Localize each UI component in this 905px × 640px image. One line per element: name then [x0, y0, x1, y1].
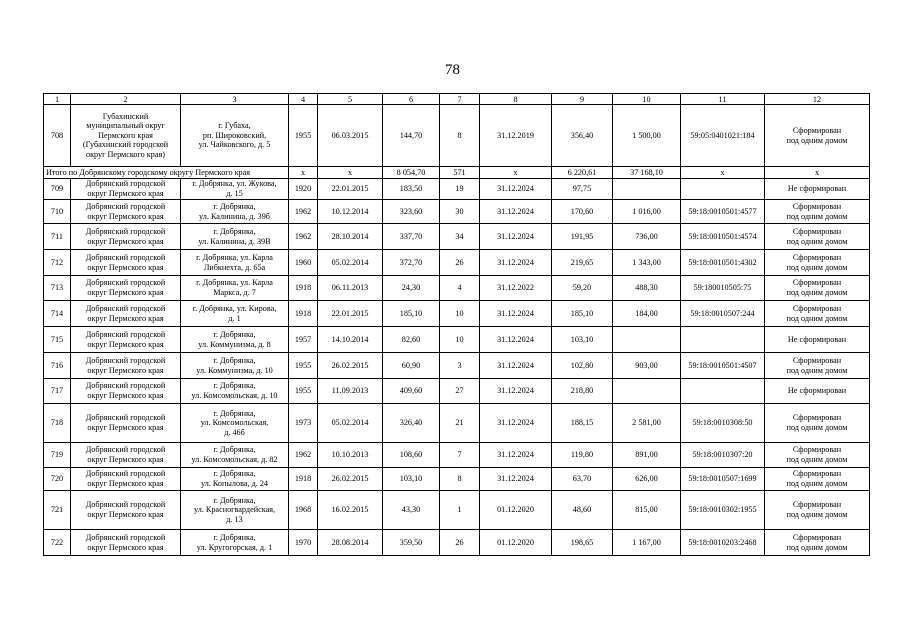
- table-cell: 170,60: [552, 200, 613, 224]
- table-cell: Добрянский городской округ Пермского края: [71, 250, 181, 276]
- table-cell: 119,80: [552, 443, 613, 468]
- column-number: 7: [440, 94, 480, 105]
- table-row: [44, 200, 870, 224]
- table-cell: 59:18:0010501:4577: [681, 200, 765, 224]
- table-cell: 1962: [289, 200, 318, 224]
- table-cell: г. Добрянка, ул. Кругогорская, д. 1: [181, 530, 289, 556]
- table-cell: 1 167,00: [613, 530, 681, 556]
- table-cell: х: [289, 167, 318, 179]
- table-cell: 1970: [289, 530, 318, 556]
- table-cell: 185,10: [552, 301, 613, 327]
- table-cell: Добрянский городской округ Пермского края: [71, 404, 181, 443]
- table-cell: 815,00: [613, 491, 681, 530]
- table-cell: 903,00: [613, 353, 681, 379]
- table-cell: 60,90: [383, 353, 440, 379]
- table-cell: 31.12.2019: [480, 105, 552, 167]
- table-cell: 01.12.2020: [480, 491, 552, 530]
- column-number: 9: [552, 94, 613, 105]
- table-cell: 188,15: [552, 404, 613, 443]
- column-number: 11: [681, 94, 765, 105]
- table-cell: 59:05:0401021:184: [681, 105, 765, 167]
- table-cell: Добрянский городской округ Пермского края: [71, 327, 181, 353]
- table-cell: 10.12.2014: [318, 200, 383, 224]
- table-cell: Сформирован под одним домом: [765, 276, 870, 301]
- table-cell: Сформирован под одним домом: [765, 468, 870, 491]
- table-cell: г. Добрянка, ул. Копылова, д. 24: [181, 468, 289, 491]
- table-cell: 191,95: [552, 224, 613, 250]
- table-cell: 891,00: [613, 443, 681, 468]
- table-cell: 718: [44, 404, 71, 443]
- table-row: [44, 224, 870, 250]
- table-cell: г. Добрянка, ул. Карла Либкнехта, д. 65а: [181, 250, 289, 276]
- table-row: [44, 468, 870, 491]
- table-cell: 717: [44, 379, 71, 404]
- table-cell: х: [318, 167, 383, 179]
- table-cell: 1918: [289, 276, 318, 301]
- table-cell: 337,70: [383, 224, 440, 250]
- table-cell: 01.12.2020: [480, 530, 552, 556]
- table-cell: Сформирован под одним домом: [765, 105, 870, 167]
- table-row: [44, 491, 870, 530]
- table-cell: 37 168,10: [613, 167, 681, 179]
- table-cell: 708: [44, 105, 71, 167]
- table-cell: 2 581,00: [613, 404, 681, 443]
- table-cell: 59:18:0010308:50: [681, 404, 765, 443]
- column-number: 5: [318, 94, 383, 105]
- table-cell: 97,75: [552, 179, 613, 200]
- table-cell: Не сформирован: [765, 179, 870, 200]
- column-number: 4: [289, 94, 318, 105]
- table-cell: 59:18:0010203:2468: [681, 530, 765, 556]
- table-cell: 59:18:0010307:20: [681, 443, 765, 468]
- table-cell: 108,60: [383, 443, 440, 468]
- table-cell: 63,70: [552, 468, 613, 491]
- table-cell: 1 343,00: [613, 250, 681, 276]
- table-cell: 184,00: [613, 301, 681, 327]
- table-cell: г. Добрянка, ул. Карла Маркса, д. 7: [181, 276, 289, 301]
- table-cell: 1957: [289, 327, 318, 353]
- table-cell: 356,40: [552, 105, 613, 167]
- table-cell: г. Добрянка, ул. Коммунизма, д. 8: [181, 327, 289, 353]
- table-cell: 8: [440, 468, 480, 491]
- table-cell: 103,10: [552, 327, 613, 353]
- table-cell: 372,70: [383, 250, 440, 276]
- table-cell: 31.12.2024: [480, 250, 552, 276]
- table-cell: 05.02.2014: [318, 250, 383, 276]
- table-cell: 198,65: [552, 530, 613, 556]
- table-row: [44, 404, 870, 443]
- table-cell: 59:18:0010507:244: [681, 301, 765, 327]
- table-cell: 219,65: [552, 250, 613, 276]
- table-cell: 1 500,00: [613, 105, 681, 167]
- table-cell: г. Добрянка, ул. Калинина, д. 39В: [181, 224, 289, 250]
- table-cell: 11.09.2013: [318, 379, 383, 404]
- table-cell: 22.01.2015: [318, 301, 383, 327]
- table-cell: 43,30: [383, 491, 440, 530]
- table-row: [44, 353, 870, 379]
- table-cell: 8: [440, 105, 480, 167]
- table-cell: 30: [440, 200, 480, 224]
- table-cell: г. Губаха, рп. Широковский, ул. Чайковского, д. 5: [181, 105, 289, 167]
- table-cell: 59:18:0010302:1955: [681, 491, 765, 530]
- table-cell: 710: [44, 200, 71, 224]
- table-cell: 05.02.2014: [318, 404, 383, 443]
- table-cell: 6 220,61: [552, 167, 613, 179]
- table-cell: Добрянский городской округ Пермского края: [71, 353, 181, 379]
- table-cell: Добрянский городской округ Пермского края: [71, 530, 181, 556]
- table-cell: 712: [44, 250, 71, 276]
- table-cell: 714: [44, 301, 71, 327]
- table-cell: 1962: [289, 443, 318, 468]
- table-cell: 16.02.2015: [318, 491, 383, 530]
- table-cell: 31.12.2024: [480, 468, 552, 491]
- table-cell: 1955: [289, 105, 318, 167]
- table-cell: 31.12.2024: [480, 327, 552, 353]
- table-cell: 59:18:0010507:1699: [681, 468, 765, 491]
- table-cell: 571: [440, 167, 480, 179]
- table-cell: Итого по Добрянскому городскому округу Пермского края: [44, 167, 289, 179]
- table-cell: Добрянский городской округ Пермского края: [71, 200, 181, 224]
- table-cell: 359,50: [383, 530, 440, 556]
- table-cell: Добрянский городской округ Пермского края: [71, 443, 181, 468]
- table-row: [44, 443, 870, 468]
- table-cell: г. Добрянка, ул. Коммунизма, д. 10: [181, 353, 289, 379]
- table-cell: 218,80: [552, 379, 613, 404]
- table-cell: [681, 379, 765, 404]
- table-cell: 28.08.2014: [318, 530, 383, 556]
- table-cell: 19: [440, 179, 480, 200]
- column-number: 3: [181, 94, 289, 105]
- table-cell: 1968: [289, 491, 318, 530]
- table-cell: 720: [44, 468, 71, 491]
- table-cell: 719: [44, 443, 71, 468]
- table-cell: Добрянский городской округ Пермского края: [71, 301, 181, 327]
- column-number: 12: [765, 94, 870, 105]
- column-number: 8: [480, 94, 552, 105]
- table-cell: 103,10: [383, 468, 440, 491]
- column-number: 6: [383, 94, 440, 105]
- table-cell: 06.11.2013: [318, 276, 383, 301]
- table-cell: г. Добрянка, ул. Комсомольская, д. 10: [181, 379, 289, 404]
- table-cell: Не сформирован: [765, 379, 870, 404]
- table-cell: 31.12.2024: [480, 404, 552, 443]
- table-cell: 21: [440, 404, 480, 443]
- table-cell: 709: [44, 179, 71, 200]
- table-cell: 59,20: [552, 276, 613, 301]
- table-cell: 4: [440, 276, 480, 301]
- table-cell: х: [480, 167, 552, 179]
- table-row: [44, 250, 870, 276]
- table-cell: Сформирован под одним домом: [765, 224, 870, 250]
- table-cell: 323,60: [383, 200, 440, 224]
- table-row: [44, 105, 870, 167]
- table-cell: 31.12.2024: [480, 353, 552, 379]
- table-cell: 48,60: [552, 491, 613, 530]
- table-cell: [613, 327, 681, 353]
- table-row: [44, 276, 870, 301]
- table-cell: 716: [44, 353, 71, 379]
- table-cell: 26: [440, 530, 480, 556]
- table-row: [44, 379, 870, 404]
- housing-register-table: [43, 93, 870, 556]
- table-cell: 10.10.2013: [318, 443, 383, 468]
- table-cell: [681, 179, 765, 200]
- table-cell: 7: [440, 443, 480, 468]
- table-cell: 326,40: [383, 404, 440, 443]
- table-cell: 711: [44, 224, 71, 250]
- table-cell: 34: [440, 224, 480, 250]
- table-cell: Сформирован под одним домом: [765, 353, 870, 379]
- table-cell: г. Добрянка, ул. Красногвардейская, д. 13: [181, 491, 289, 530]
- table-cell: г. Добрянка, ул. Комсомольская, д. 46б: [181, 404, 289, 443]
- table-cell: 183,50: [383, 179, 440, 200]
- table-cell: 28.10.2014: [318, 224, 383, 250]
- table-cell: 1955: [289, 353, 318, 379]
- table-cell: 736,00: [613, 224, 681, 250]
- table-cell: 1960: [289, 250, 318, 276]
- table-cell: х: [681, 167, 765, 179]
- table-cell: 102,80: [552, 353, 613, 379]
- table-cell: Не сформирован: [765, 327, 870, 353]
- table-cell: Добрянский городской округ Пермского края: [71, 276, 181, 301]
- table-cell: 22.01.2015: [318, 179, 383, 200]
- table-cell: 1973: [289, 404, 318, 443]
- table-cell: 721: [44, 491, 71, 530]
- total-row: [44, 167, 870, 179]
- table-cell: Сформирован под одним домом: [765, 250, 870, 276]
- column-number: 2: [71, 94, 181, 105]
- table-cell: 1920: [289, 179, 318, 200]
- table-cell: 1 016,00: [613, 200, 681, 224]
- table-cell: [681, 327, 765, 353]
- table-cell: х: [765, 167, 870, 179]
- table-cell: 1918: [289, 468, 318, 491]
- table-cell: Сформирован под одним домом: [765, 443, 870, 468]
- table-cell: 409,60: [383, 379, 440, 404]
- table-cell: 10: [440, 301, 480, 327]
- table-cell: 185,10: [383, 301, 440, 327]
- table-cell: 59:18:0010501:4302: [681, 250, 765, 276]
- table-cell: 31.12.2024: [480, 301, 552, 327]
- column-number: 1: [44, 94, 71, 105]
- table-row: [44, 530, 870, 556]
- table-cell: Добрянский городской округ Пермского края: [71, 379, 181, 404]
- table-cell: 14.10.2014: [318, 327, 383, 353]
- table-cell: 26.02.2015: [318, 353, 383, 379]
- table-cell: 31.12.2024: [480, 200, 552, 224]
- table-cell: г. Добрянка, ул. Калинина, д. 39б: [181, 200, 289, 224]
- table-cell: 27: [440, 379, 480, 404]
- table-cell: 1955: [289, 379, 318, 404]
- table-cell: 31.12.2024: [480, 443, 552, 468]
- table-cell: 31.12.2024: [480, 179, 552, 200]
- table-cell: 488,30: [613, 276, 681, 301]
- table-cell: 10: [440, 327, 480, 353]
- table-cell: Сформирован под одним домом: [765, 404, 870, 443]
- table-cell: 3: [440, 353, 480, 379]
- table-cell: Добрянский городской округ Пермского края: [71, 179, 181, 200]
- column-number-row: [44, 94, 870, 105]
- table-cell: 26.02.2015: [318, 468, 383, 491]
- table-cell: Губахинский муниципальный округ Пермского края (Губахинский городской округ Пермского края): [71, 105, 181, 167]
- table-row: [44, 301, 870, 327]
- page-number: 78: [445, 62, 460, 78]
- table-cell: 722: [44, 530, 71, 556]
- table-cell: Добрянский городской округ Пермского края: [71, 224, 181, 250]
- table-cell: Сформирован под одним домом: [765, 491, 870, 530]
- table-cell: г. Добрянка, ул. Кирова, д. 1: [181, 301, 289, 327]
- table-cell: г. Добрянка, ул. Жукова, д. 15: [181, 179, 289, 200]
- table-cell: Сформирован под одним домом: [765, 200, 870, 224]
- table-row: [44, 179, 870, 200]
- table-cell: Добрянский городской округ Пермского края: [71, 491, 181, 530]
- table-cell: 1: [440, 491, 480, 530]
- table-cell: 31.12.2024: [480, 379, 552, 404]
- table-cell: 24,30: [383, 276, 440, 301]
- table-cell: 06.03.2015: [318, 105, 383, 167]
- table-cell: 713: [44, 276, 71, 301]
- table-cell: Добрянский городской округ Пермского края: [71, 468, 181, 491]
- table-cell: 26: [440, 250, 480, 276]
- table-cell: 31.12.2022: [480, 276, 552, 301]
- table-cell: 715: [44, 327, 71, 353]
- table-cell: 144,70: [383, 105, 440, 167]
- table-cell: Сформирован под одним домом: [765, 301, 870, 327]
- table-cell: 31.12.2024: [480, 224, 552, 250]
- table-cell: 1962: [289, 224, 318, 250]
- table-cell: [613, 379, 681, 404]
- table-cell: 1918: [289, 301, 318, 327]
- table-cell: 8 054,70: [383, 167, 440, 179]
- table-cell: [613, 179, 681, 200]
- table-row: [44, 327, 870, 353]
- table-cell: 626,00: [613, 468, 681, 491]
- table-cell: 59:180010505:75: [681, 276, 765, 301]
- table-cell: г. Добрянка, ул. Комсомольская, д. 82: [181, 443, 289, 468]
- table-cell: 82,60: [383, 327, 440, 353]
- table-cell: Сформирован под одним домом: [765, 530, 870, 556]
- column-number: 10: [613, 94, 681, 105]
- table-cell: 59:18:0010501:4507: [681, 353, 765, 379]
- table-cell: 59:18:0010501:4574: [681, 224, 765, 250]
